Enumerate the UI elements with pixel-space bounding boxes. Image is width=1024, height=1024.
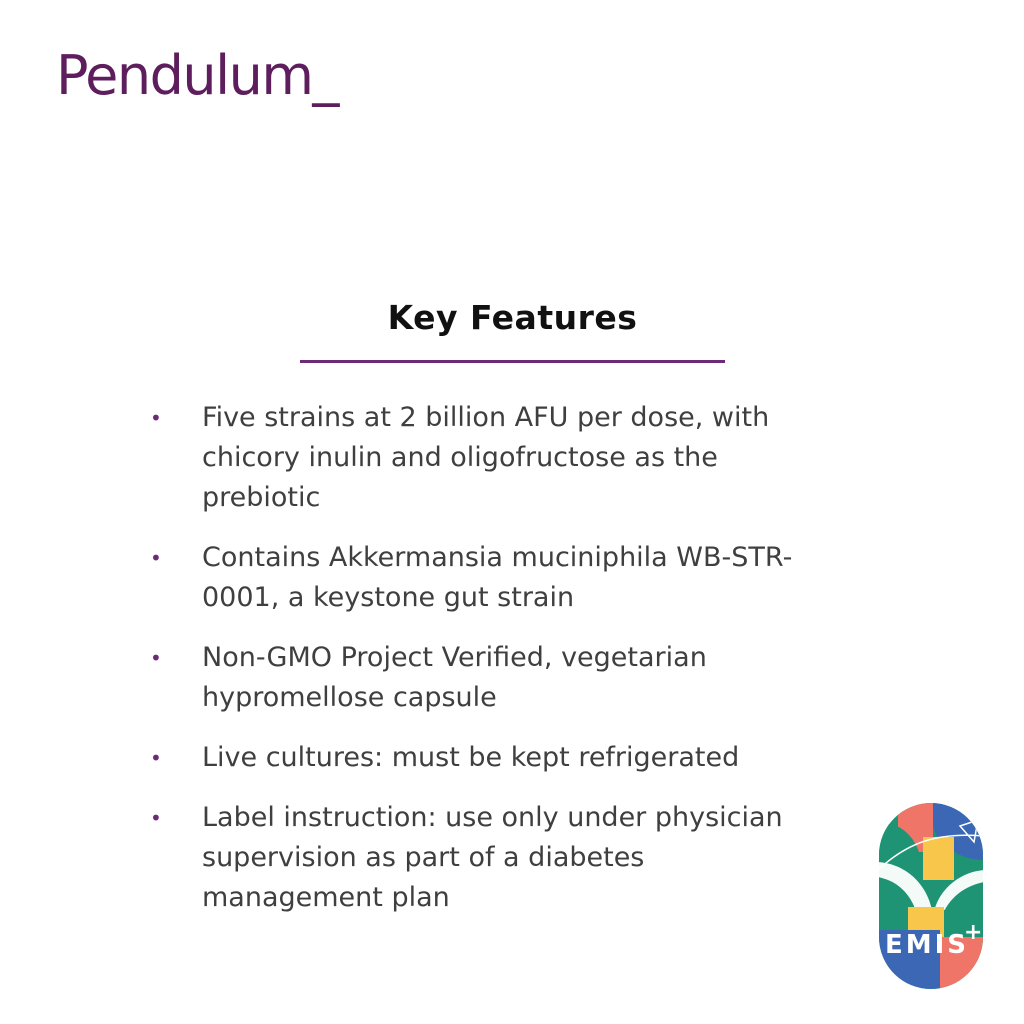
bullet-icon: • — [150, 746, 162, 770]
feature-text: Five strains at 2 billion AFU per dose, with chicory inulin and oligofructose as the prebiotic — [202, 402, 770, 513]
feature-text: Non-GMO Project Verified, vegetarian hypromellose capsule — [202, 642, 707, 713]
bullet-icon: • — [150, 806, 162, 830]
feature-text: Contains Akkermansia muciniphila WB-STR-0001, a keystone gut strain — [202, 542, 793, 613]
feature-item — [150, 798, 810, 918]
feature-item — [150, 538, 810, 618]
emis-badge-icon — [878, 802, 984, 990]
feature-item — [150, 738, 810, 778]
features-list — [150, 398, 810, 938]
bullet-icon: • — [150, 646, 162, 670]
badge-plus-icon: + — [964, 920, 983, 945]
bullet-icon: • — [150, 546, 162, 570]
brand-logo: Pendulum_ — [56, 44, 338, 107]
feature-item — [150, 398, 810, 518]
feature-text: Live cultures: must be kept refrigerated — [202, 742, 740, 773]
feature-item — [150, 638, 810, 718]
page-title: Key Features — [387, 298, 638, 337]
feature-text: Label instruction: use only under physician supervision as part of a diabetes management plan — [202, 802, 783, 913]
badge-label: EMIS — [884, 930, 970, 960]
bullet-icon: • — [150, 406, 162, 430]
title-underline — [300, 360, 725, 363]
